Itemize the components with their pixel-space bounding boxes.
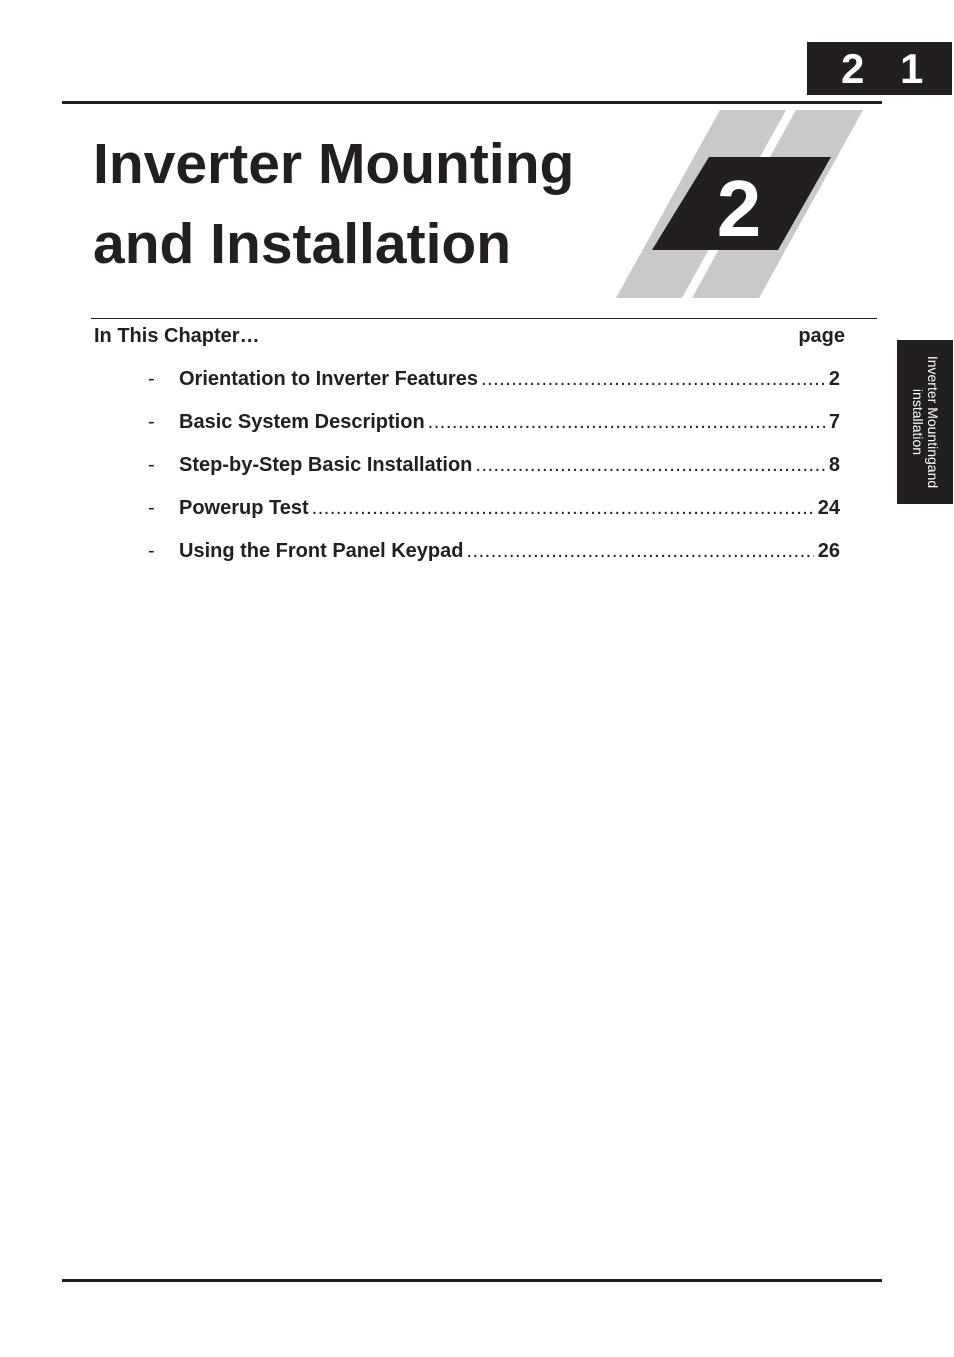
bottom-rule bbox=[62, 1279, 882, 1282]
side-tab-label bbox=[910, 340, 940, 504]
contents-entry bbox=[179, 450, 840, 480]
chapter-side-tab bbox=[897, 340, 953, 504]
contents-item-page: 2 bbox=[828, 368, 840, 390]
contents-entry bbox=[179, 364, 840, 394]
contents-item-title: Using the Front Panel Keypad bbox=[179, 540, 464, 562]
contents-bullet: - bbox=[148, 540, 155, 562]
contents-entry bbox=[179, 536, 840, 566]
chapter-title bbox=[93, 124, 613, 284]
chapter-badge bbox=[614, 110, 864, 300]
contents-item[interactable] bbox=[148, 493, 840, 536]
contents-item-page: 8 bbox=[828, 454, 840, 476]
contents-item-title: Basic System Description bbox=[179, 411, 425, 433]
chapter-title-line-1: Inverter Mounting bbox=[93, 132, 575, 196]
contents-list bbox=[148, 364, 840, 579]
page-number-tab bbox=[807, 42, 952, 95]
contents-bullet: - bbox=[148, 454, 155, 476]
contents-item-title: Step-by-Step Basic Installation bbox=[179, 454, 473, 476]
contents-item[interactable] bbox=[148, 364, 840, 407]
contents-entry bbox=[179, 493, 840, 523]
dot-leader bbox=[475, 450, 824, 480]
contents-header bbox=[94, 322, 845, 350]
contents-item-title: Orientation to Inverter Features bbox=[179, 368, 478, 390]
contents-bullet: - bbox=[148, 368, 155, 390]
side-tab-line-1: Inverter Mountingand bbox=[925, 355, 941, 489]
contents-item[interactable] bbox=[148, 407, 840, 450]
contents-item-page: 7 bbox=[828, 411, 840, 433]
contents-heading: In This Chapter… bbox=[94, 325, 260, 347]
contents-item[interactable] bbox=[148, 536, 840, 579]
dot-leader bbox=[428, 407, 825, 437]
contents-item-page: 26 bbox=[817, 540, 840, 562]
contents-item-page: 24 bbox=[817, 497, 840, 519]
dot-leader bbox=[466, 536, 813, 566]
contents-bullet: - bbox=[148, 497, 155, 519]
contents-page-label: page bbox=[798, 325, 845, 347]
dot-leader bbox=[481, 364, 825, 394]
contents-entry bbox=[179, 407, 840, 437]
contents-item-title: Powerup Test bbox=[179, 497, 309, 519]
badge-number: 2 bbox=[716, 164, 762, 253]
contents-item[interactable] bbox=[148, 450, 840, 493]
contents-rule bbox=[91, 318, 877, 319]
top-rule bbox=[62, 101, 882, 104]
dot-leader bbox=[312, 493, 814, 523]
page-number: 1 bbox=[900, 45, 924, 92]
contents-bullet: - bbox=[148, 411, 155, 433]
side-tab-line-2: installation bbox=[910, 388, 926, 456]
chapter-number: 2 bbox=[841, 45, 865, 92]
chapter-title-line-2: and Installation bbox=[93, 212, 512, 276]
